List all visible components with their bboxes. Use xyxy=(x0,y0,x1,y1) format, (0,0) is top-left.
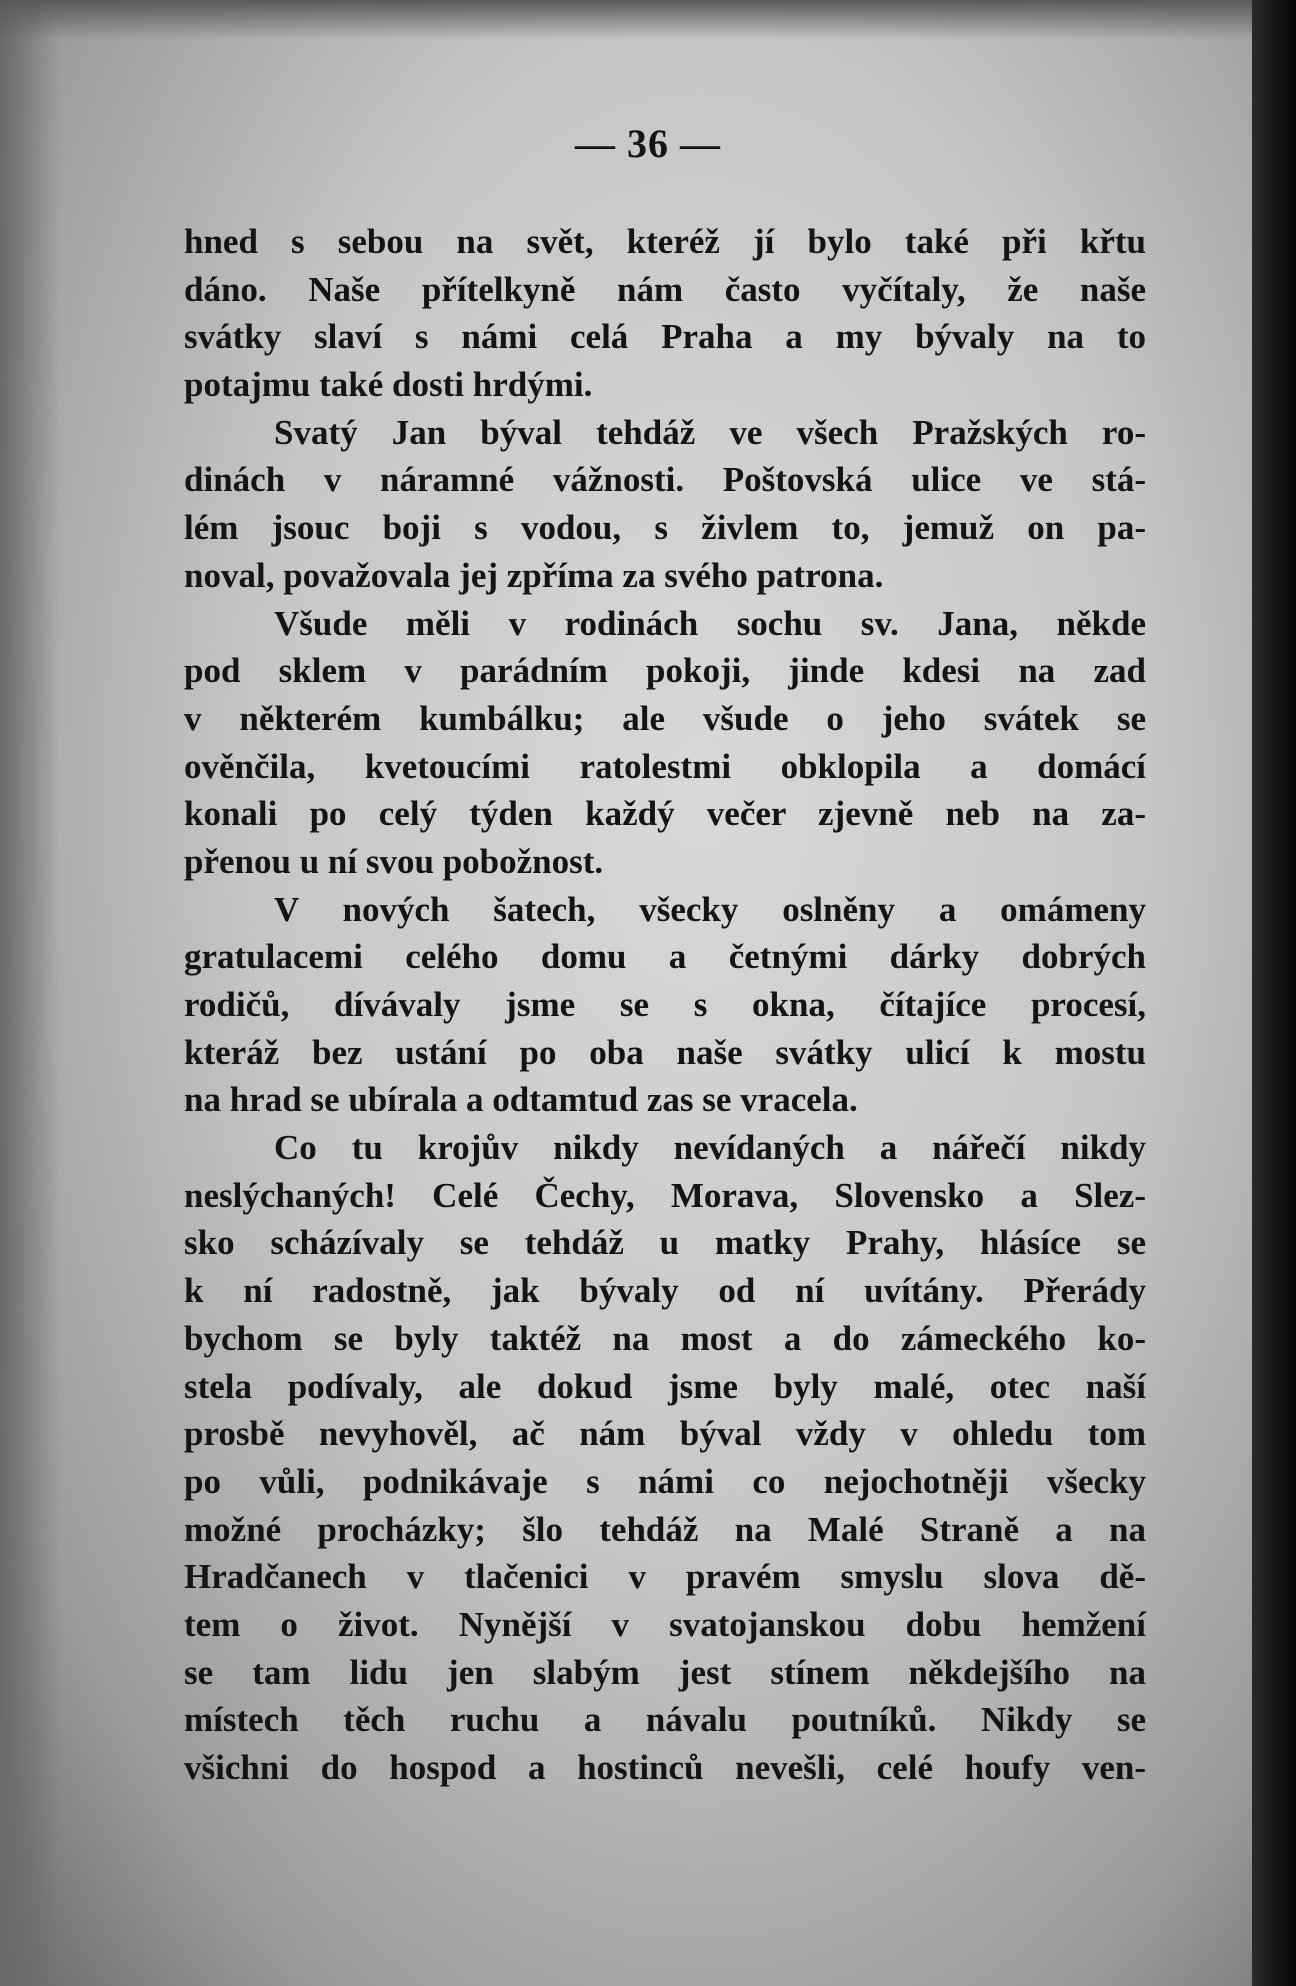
text-line: neslýchaných! Celé Čechy, Morava, Slovensko a Slez- xyxy=(184,1175,1146,1215)
text-line: v některém kumbálku; ale všude o jeho svátek se xyxy=(184,698,1146,738)
page-shadow-top xyxy=(0,0,1296,40)
text-line: svátky slaví s námi celá Praha a my bývaly na to xyxy=(184,317,1146,357)
text-line: místech těch ruchu a návalu poutníků. Nikdy se xyxy=(184,1700,1146,1740)
text-line: pod sklem v parádním pokoji, jinde kdesi na zad xyxy=(184,651,1146,691)
text-line: Všude měli v rodinách sochu sv. Jana, někde xyxy=(274,603,1146,643)
page-number: — 36 — xyxy=(575,121,721,166)
text-line: na hrad se ubírala a odtamtud zas se vracela. xyxy=(184,1080,858,1120)
text-line: noval, považovala jej zpříma za svého patrona. xyxy=(184,555,884,595)
text-line: potajmu také dosti hrdými. xyxy=(184,365,593,405)
text-line: lém jsouc boji s vodou, s živlem to, jemuž on pa- xyxy=(184,508,1146,548)
text-line: Co tu krojův nikdy nevídaných a nářečí nikdy xyxy=(274,1128,1146,1168)
text-line: přenou u ní svou pobožnost. xyxy=(184,841,604,881)
body-text xyxy=(184,218,1146,1792)
text-line: všichni do hospod a hostinců nevešli, celé houfy ven- xyxy=(184,1748,1146,1787)
text-line: Svatý Jan býval tehdáž ve všech Pražských ro- xyxy=(274,412,1146,452)
text-line: V nových šatech, všecky oslněny a omámeny xyxy=(274,889,1146,929)
text-line: hned s sebou na svět, kteréž jí bylo také při křtu xyxy=(184,222,1146,261)
text-line: prosbě nevyhověl, ač nám býval vždy v ohledu tom xyxy=(184,1414,1146,1454)
text-line: tem o život. Nynější v svatojanskou dobu hemžení xyxy=(184,1604,1146,1644)
text-line: k ní radostně, jak bývaly od ní uvítány. Přerády xyxy=(184,1271,1146,1311)
text-line: po vůli, podnikávaje s námi co nejochotněji všecky xyxy=(184,1461,1146,1501)
text-line: gratulacemi celého domu a četnými dárky dobrých xyxy=(184,937,1146,977)
text-line: bychom se byly taktéž na most a do zámeckého ko- xyxy=(184,1318,1146,1358)
text-line: konali po celý týden každý večer zjevně neb na za- xyxy=(184,794,1146,834)
text-line: sko scházívaly se tehdáž u matky Prahy, hlásíce se xyxy=(184,1223,1146,1263)
text-line: dáno. Naše přítelkyně nám často vyčítaly, že naše xyxy=(184,269,1146,309)
text-line: rodičů, dívávaly jsme se s okna, čítajíce procesí, xyxy=(184,985,1146,1024)
page-shadow-left xyxy=(0,0,60,1986)
text-line: ověnčila, kvetoucími ratolestmi obklopila a domácí xyxy=(184,746,1146,786)
text-line: Hradčanech v tlačenici v pravém smyslu slova dě- xyxy=(184,1557,1146,1597)
text-line: možné procházky; šlo tehdáž na Malé Straně a na xyxy=(184,1509,1146,1549)
text-line: kteráž bez ustání po oba naše svátky ulicí k mostu xyxy=(184,1032,1146,1072)
page-edge-right xyxy=(1252,0,1296,1986)
text-line: stela podívaly, ale dokud jsme byly malé, otec naší xyxy=(184,1366,1146,1406)
text-line: se tam lidu jen slabým jest stínem někdejšího na xyxy=(184,1652,1146,1692)
text-line: dinách v náramné vážnosti. Poštovská ulice ve stá- xyxy=(184,460,1146,500)
